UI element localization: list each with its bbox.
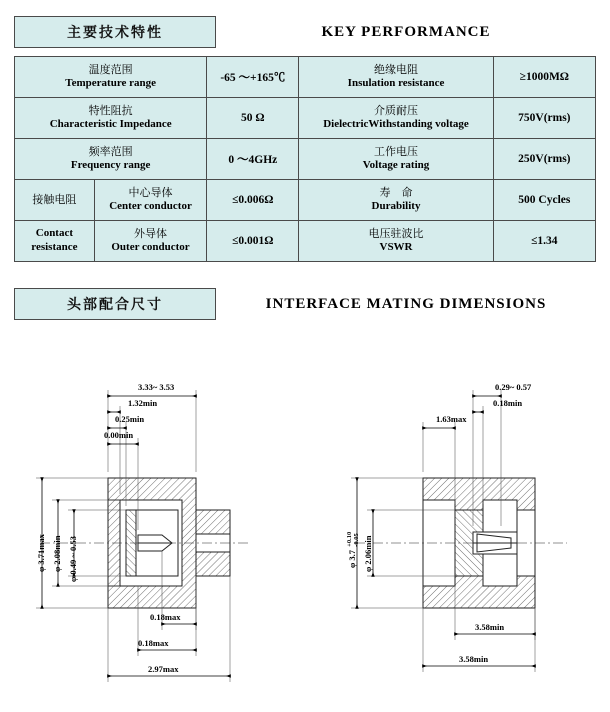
- cell-center-conductor-value: ≤0.006Ω: [207, 180, 299, 221]
- dim-left-top4: 0.00min: [104, 430, 134, 440]
- dim-right-top3: 1.63max: [436, 414, 467, 424]
- table-row: [15, 221, 596, 262]
- dim-right-diameter-inner: φ 2.06min: [363, 535, 373, 572]
- table-row: [15, 139, 596, 180]
- cell-vswr-value: ≤1.34: [493, 221, 595, 262]
- cell-center-conductor-label: 中心导体 Center conductor: [94, 180, 207, 221]
- performance-section-header: [14, 16, 596, 48]
- dim-right-top1: 0.29~ 0.57: [495, 382, 532, 392]
- cell-dielectric-value: 750V(rms): [493, 98, 595, 139]
- key-performance-table: [14, 56, 596, 262]
- cell-contact-resistance-group-cn: 接触电阻: [15, 180, 95, 221]
- table-row: [15, 180, 596, 221]
- cell-durability-label: 寿 命 Durability: [299, 180, 493, 221]
- cell-frequency-label: 频率范围 Frequency range: [15, 139, 207, 180]
- table-row: [15, 57, 596, 98]
- cell-outer-conductor-value: ≤0.001Ω: [207, 221, 299, 262]
- cell-durability-value: 500 Cycles: [493, 180, 595, 221]
- interface-title-en: INTERFACE MATING DIMENSIONS: [265, 295, 547, 312]
- performance-title-en: KEY PERFORMANCE: [321, 23, 491, 40]
- cell-voltage-rating-label: 工作电压 Voltage rating: [299, 139, 493, 180]
- table-row: [15, 98, 596, 139]
- dim-left-bottom2: 0.18max: [138, 638, 169, 648]
- dim-right-top2: 0.18min: [493, 398, 523, 408]
- dim-left-top2: 1.32min: [128, 398, 158, 408]
- cell-voltage-rating-value: 250V(rms): [493, 139, 595, 180]
- interface-title-cn: 头部配合尺寸: [14, 288, 216, 320]
- cell-impedance-value: 50 Ω: [207, 98, 299, 139]
- interface-drawings: [0, 360, 610, 712]
- dim-left-diameter-inner: φ 2.08min: [52, 535, 62, 572]
- dim-left-top3: 0.25min: [115, 414, 145, 424]
- interface-section-header: [14, 288, 596, 320]
- dim-left-top1: 3.33~ 3.53: [138, 382, 175, 392]
- cell-vswr-label: 电压驻波比 VSWR: [299, 221, 493, 262]
- cell-insulation-label: 绝缘电阻 Insulation resistance: [299, 57, 493, 98]
- cell-temperature-label: 温度范围 Temperature range: [15, 57, 207, 98]
- cell-frequency-value: 0 ～4GHz: [207, 139, 299, 180]
- dim-left-diameter-pin: φ 0.49 ~ 0.53: [68, 536, 78, 582]
- cell-outer-conductor-label: 外导体 Outer conductor: [94, 221, 207, 262]
- dim-left-bottom3: 2.97max: [148, 664, 179, 674]
- cell-dielectric-label: 介质耐压 DielectricWithstanding voltage: [299, 98, 493, 139]
- dim-right-bottom2: 3.58min: [459, 654, 489, 664]
- cell-impedance-label: 特性阻抗 Characteristic Impedance: [15, 98, 207, 139]
- dim-right-diameter-outer: φ 3.7 +0.10 -0.05: [346, 531, 361, 568]
- dim-left-bottom1: 0.18max: [150, 612, 181, 622]
- cell-temperature-value: -65 ～+165℃: [207, 57, 299, 98]
- cell-contact-resistance-group-en: Contact resistance: [15, 221, 95, 262]
- cell-insulation-value: ≥1000MΩ: [493, 57, 595, 98]
- dim-right-bottom1: 3.58min: [475, 622, 505, 632]
- dim-left-diameter-outer: φ 3.71max: [36, 534, 46, 572]
- performance-title-cn: 主要技术特性: [14, 16, 216, 48]
